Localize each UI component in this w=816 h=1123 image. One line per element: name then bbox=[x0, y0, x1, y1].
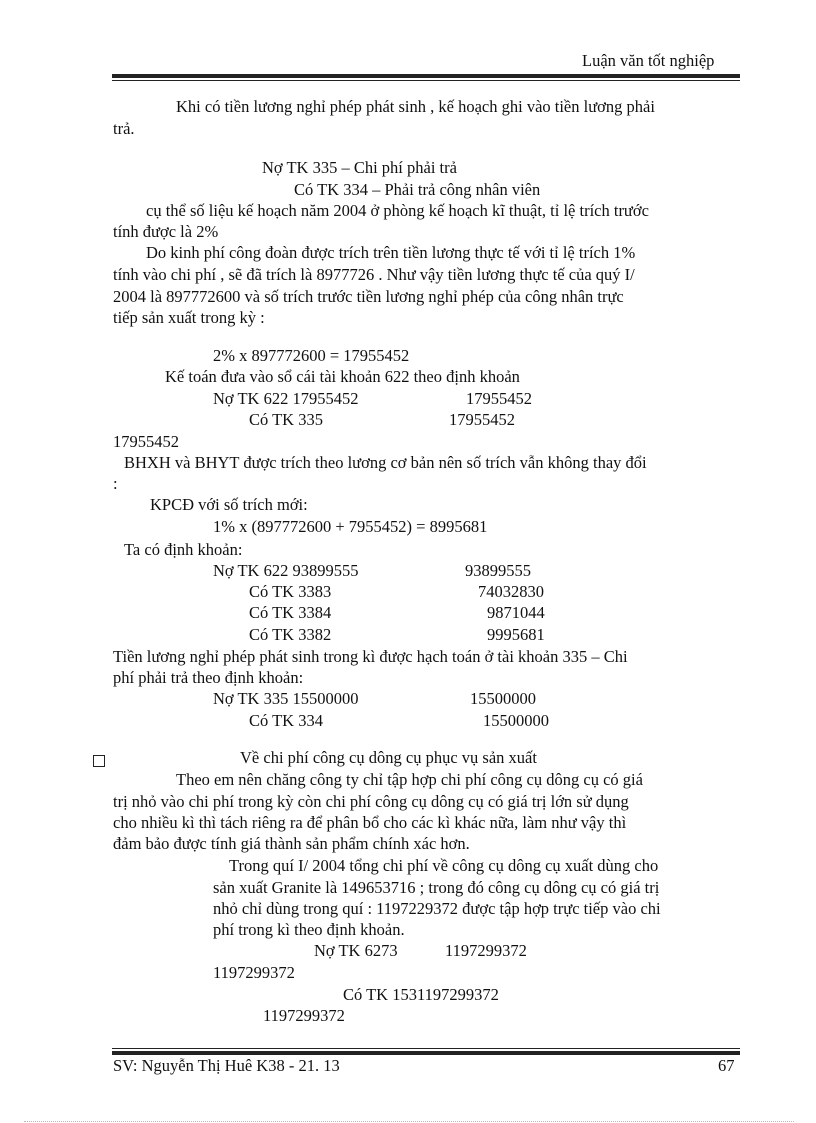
journal-amount: 74032830 bbox=[478, 582, 544, 601]
formula-line: 1% x (897772600 + 7955452) = 8995681 bbox=[213, 517, 488, 536]
formula-line: 2% x 897772600 = 17955452 bbox=[213, 346, 410, 365]
journal-line: Có TK 335 bbox=[249, 410, 323, 429]
journal-line: Nợ TK 622 17955452 bbox=[213, 389, 359, 408]
body-line: KPCĐ với số trích mới: bbox=[150, 495, 308, 514]
section-heading: Về chi phí công cụ dông cụ phục vụ sản xuất bbox=[240, 748, 537, 767]
journal-amount: 17955452 bbox=[449, 410, 515, 429]
body-line: phí phải trả theo định khoản: bbox=[113, 668, 304, 687]
page-edge-divider bbox=[24, 1121, 794, 1122]
header-rule-thin bbox=[112, 80, 740, 81]
body-line: : bbox=[113, 474, 118, 493]
journal-amount: 15500000 bbox=[470, 689, 536, 708]
body-line: tính vào chi phí , sẽ đã trích là 8977726 . Như vậy tiền lương thực tế của quý I/ bbox=[113, 265, 635, 284]
journal-amount: 1197299372 bbox=[263, 1006, 345, 1025]
journal-line: Nợ TK 622 93899555 bbox=[213, 561, 359, 580]
footer-rule-thin bbox=[112, 1048, 740, 1049]
journal-line: Nợ TK 335 – Chi phí phải trả bbox=[262, 158, 457, 177]
body-line: phí trong kì theo định khoản. bbox=[213, 920, 405, 939]
journal-line: Có TK 3383 bbox=[249, 582, 332, 601]
body-line: Kế toán đưa vào sổ cái tài khoản 622 theo định khoản bbox=[165, 367, 520, 386]
page-number: 67 bbox=[718, 1056, 735, 1075]
body-line: Trong quí I/ 2004 tổng chi phí về công cụ dông cụ xuất dùng cho bbox=[229, 856, 659, 875]
journal-amount: 17955452 bbox=[113, 432, 179, 451]
body-line: trả. bbox=[113, 119, 135, 138]
body-line: Tiền lương nghỉ phép phát sinh trong kì được hạch toán ở tài khoản 335 – Chi bbox=[113, 647, 628, 666]
journal-line: Có TK 1531197299372 bbox=[343, 985, 499, 1004]
journal-amount: 9871044 bbox=[487, 603, 545, 622]
journal-amount: 17955452 bbox=[466, 389, 532, 408]
checkbox-bullet-icon bbox=[93, 755, 105, 767]
journal-line: Nợ TK 6273 bbox=[314, 941, 398, 960]
journal-line: Có TK 3382 bbox=[249, 625, 332, 644]
body-line: cho nhiều kì thì tách riêng ra để phân bổ cho các kì khác nữa, làm như vậy thì bbox=[113, 813, 627, 832]
body-line: Theo em nên chăng công ty chỉ tập hợp chi phí công cụ dông cụ có giá bbox=[176, 770, 643, 789]
body-line: nhỏ chỉ dùng trong quí : 1197229372 được tập hợp trực tiếp vào chi bbox=[213, 899, 661, 918]
journal-amount: 1197299372 bbox=[445, 941, 527, 960]
journal-amount: 9995681 bbox=[487, 625, 545, 644]
body-line: cụ thể số liệu kế hoạch năm 2004 ở phòng kế hoạch kĩ thuật, tỉ lệ trích trước bbox=[146, 201, 649, 220]
header-rule-thick bbox=[112, 74, 740, 78]
body-line: đảm bảo được tính giá thành sản phẩm chính xác hơn. bbox=[113, 834, 470, 853]
journal-amount: 93899555 bbox=[465, 561, 531, 580]
journal-line: Nợ TK 335 15500000 bbox=[213, 689, 359, 708]
body-line: tiếp sản xuất trong kỳ : bbox=[113, 308, 265, 327]
journal-amount: 1197299372 bbox=[213, 963, 295, 982]
body-line: Khi có tiền lương nghỉ phép phát sinh , kế hoạch ghi vào tiền lương phải bbox=[176, 97, 655, 116]
body-line: tính được là 2% bbox=[113, 222, 219, 241]
body-line: 2004 là 897772600 và số trích trước tiền lương nghỉ phép của công nhân trực bbox=[113, 287, 624, 306]
body-line: Ta có định khoản: bbox=[124, 540, 243, 559]
footer-student-name: SV: Nguyễn Thị Huê K38 - 21. 13 bbox=[113, 1056, 340, 1075]
footer-rule-thick bbox=[112, 1051, 740, 1055]
body-line: Do kinh phí công đoàn được trích trên tiền lương thực tế với tỉ lệ trích 1% bbox=[146, 243, 636, 262]
body-line: BHXH và BHYT được trích theo lương cơ bản nên số trích vẫn không thay đổi bbox=[124, 453, 647, 472]
journal-amount: 15500000 bbox=[483, 711, 549, 730]
header-title: Luận văn tốt nghiệp bbox=[582, 51, 715, 70]
body-line: trị nhỏ vào chi phí trong kỳ còn chi phí công cụ dông cụ có giá trị lớn sử dụng bbox=[113, 792, 629, 811]
body-line: sản xuất Granite là 149653716 ; trong đó công cụ dông cụ có giá trị bbox=[213, 878, 660, 897]
journal-line: Có TK 3384 bbox=[249, 603, 332, 622]
journal-line: Có TK 334 – Phải trả công nhân viên bbox=[294, 180, 541, 199]
journal-line: Có TK 334 bbox=[249, 711, 323, 730]
